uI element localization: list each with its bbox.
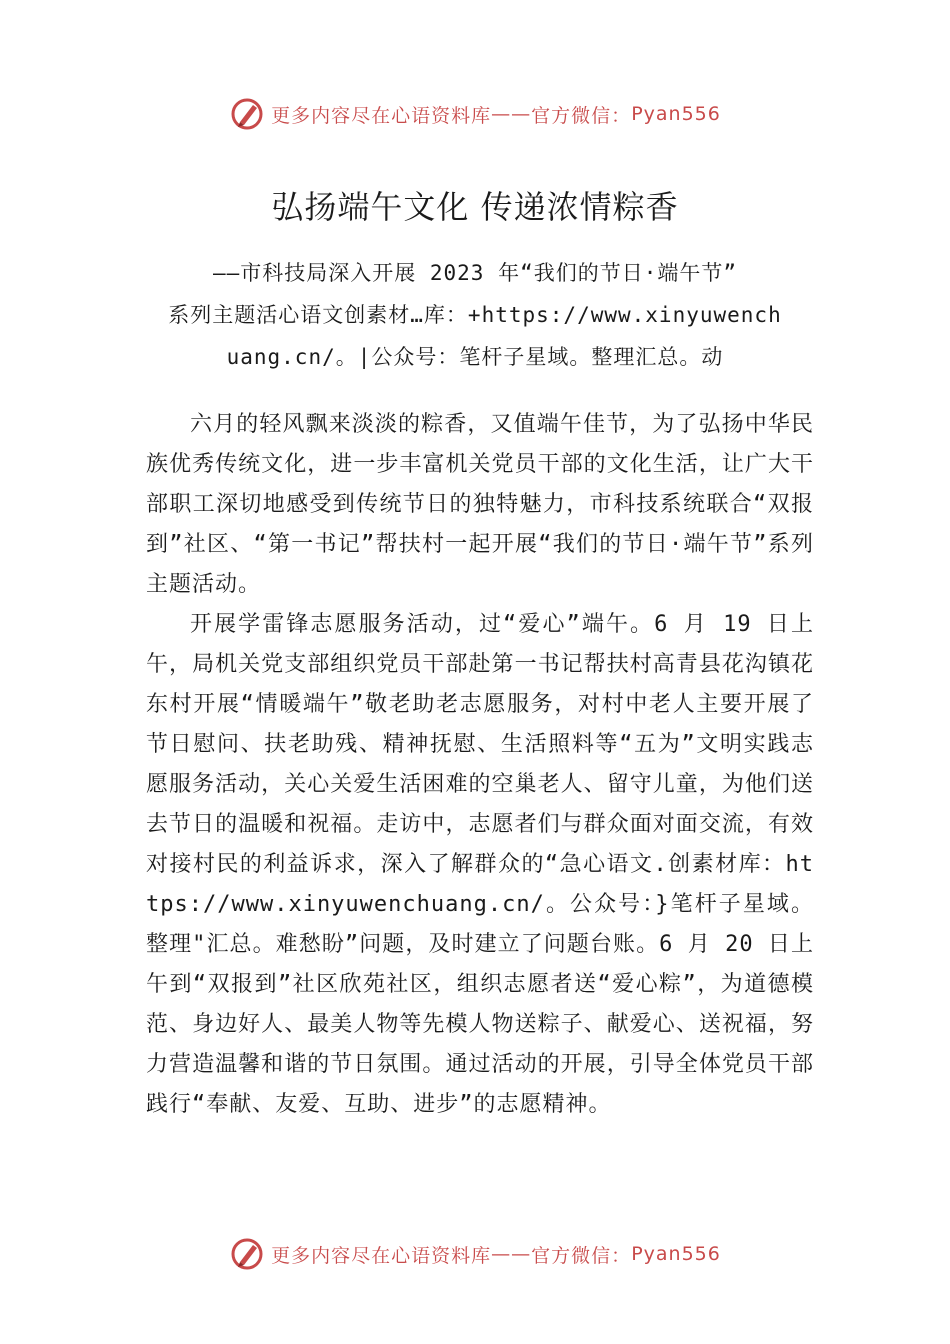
banner-wechat-id: Pyan556 — [631, 103, 721, 125]
pen-logo-icon — [229, 1236, 265, 1272]
document-title: 弘扬端午文化 传递浓情粽香 — [271, 188, 679, 226]
document-body — [146, 405, 814, 1125]
pen-logo-icon — [229, 96, 265, 132]
subtitle-line: uang.cn/。|公众号：笔杆子星域。整理汇总。动 — [226, 345, 724, 369]
paragraph: 开展学雷锋志愿服务活动，过“爱心”端午。6 月 19 日上午，局机关党支部组织党员干部赴第一书记帮扶村高青县花沟镇花东村开展“情暖端午”敬老助老志愿服务，对村中老人主要开展了节日慰问、扶老助残、精神抚慰、生活照料等“五为”文明实践志愿服务活动，关心关爱生活困难的空巢老人、留守儿童，为他们送去节日的温暖和祝福。走访中，志愿者们与群众面对面交流，有效对接村民的利益诉求，深入了解群众的“急心语文.创素材库：https://www.xinyuwenchuang.cn/。公众号：}笔杆子星域。整理"汇总。难愁盼”问题，及时建立了问题台账。6 月 20 日上午到“双报到”社区欣苑社区，组织志愿者送“爱心粽”，为道德模范、身边好人、最美人物等先模人物送粽子、献爱心、送祝福，努力营造温馨和谐的节日氛围。通过活动的开展，引导全体党员干部践行“奉献、友爱、互助、进步”的志愿精神。 — [146, 612, 814, 1117]
banner-separator: —— — [491, 1243, 532, 1265]
header-banner — [0, 92, 950, 136]
document-subtitle — [130, 252, 820, 378]
subtitle-line: 系列主题活心语文创素材…库：+https://www.xinyuwench — [168, 303, 782, 327]
banner-wechat-label: 官方微信： — [531, 1244, 632, 1267]
banner-text: 更多内容尽在心语资料库 — [271, 1244, 492, 1267]
banner-text: 更多内容尽在心语资料库 — [271, 104, 492, 127]
footer-banner — [0, 1232, 950, 1276]
subtitle-line: ——市科技局深入开展 2023 年“我们的节日·端午节” — [212, 261, 738, 285]
banner-separator: —— — [491, 103, 532, 125]
banner-wechat-label: 官方微信： — [531, 104, 632, 127]
paragraph: 六月的轻风飘来淡淡的粽香，又值端午佳节，为了弘扬中华民族优秀传统文化，进一步丰富机关党员干部的文化生活，让广大干部职工深切地感受到传统节日的独特魅力，市科技系统联合“双报到”社区、“第一书记”帮扶村一起开展“我们的节日·端午节”系列主题活动。 — [146, 412, 814, 597]
banner-wechat-id: Pyan556 — [631, 1243, 721, 1265]
